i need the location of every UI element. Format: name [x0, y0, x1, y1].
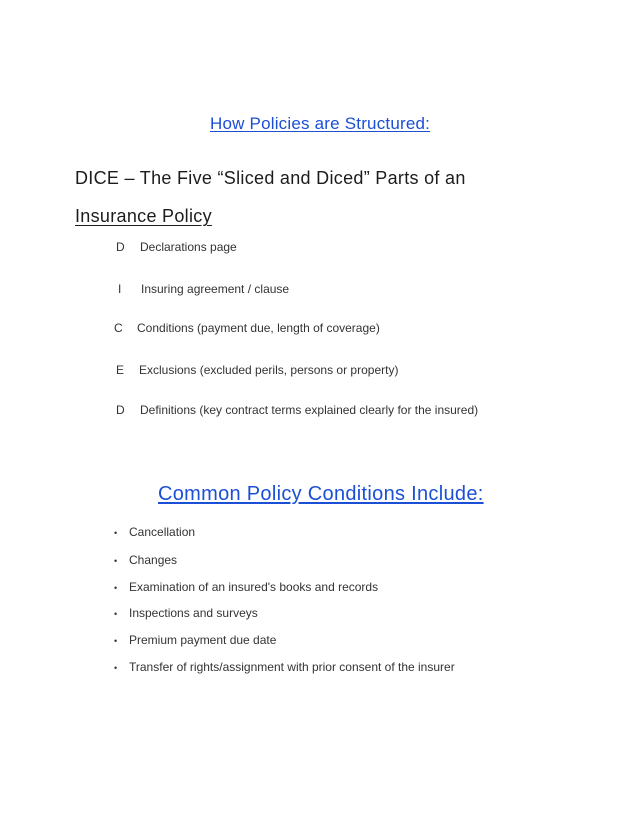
- bullet-icon: •: [114, 636, 118, 646]
- condition-text: Changes: [129, 553, 178, 567]
- dice-letter: D: [116, 240, 125, 254]
- dice-letter: E: [116, 363, 125, 377]
- dice-item-text: Declarations page: [140, 240, 237, 254]
- dice-letter: C: [114, 321, 123, 335]
- condition-text: Premium payment due date: [129, 633, 277, 647]
- dice-item-text: Insuring agreement / clause: [141, 282, 290, 296]
- condition-text: Cancellation: [129, 525, 196, 539]
- structure-heading[interactable]: How Policies are Structured:: [210, 114, 431, 133]
- dice-item-text: Definitions (key contract terms explained clearly for the insured): [140, 403, 479, 417]
- condition-text: Transfer of rights/assignment with prior consent of the insurer: [129, 660, 455, 674]
- condition-text: Inspections and surveys: [129, 606, 258, 620]
- condition-text: Examination of an insured's books and records: [129, 580, 379, 594]
- conditions-heading[interactable]: Common Policy Conditions Include:: [158, 483, 484, 505]
- dice-item-text: Exclusions (excluded perils, persons or property): [139, 363, 399, 377]
- dice-title-line-1: DICE – The Five “Sliced and Diced” Parts of an: [75, 168, 466, 188]
- bullet-icon: •: [114, 663, 118, 673]
- bullet-icon: •: [114, 609, 118, 619]
- bullet-icon: •: [114, 556, 118, 566]
- bullet-icon: •: [114, 528, 118, 538]
- dice-item-text: Conditions (payment due, length of coverage): [137, 321, 380, 335]
- dice-letter: I: [118, 282, 122, 296]
- bullet-icon: •: [114, 583, 118, 593]
- dice-letter: D: [116, 403, 125, 417]
- dice-title-line-2: Insurance Policy: [75, 206, 212, 226]
